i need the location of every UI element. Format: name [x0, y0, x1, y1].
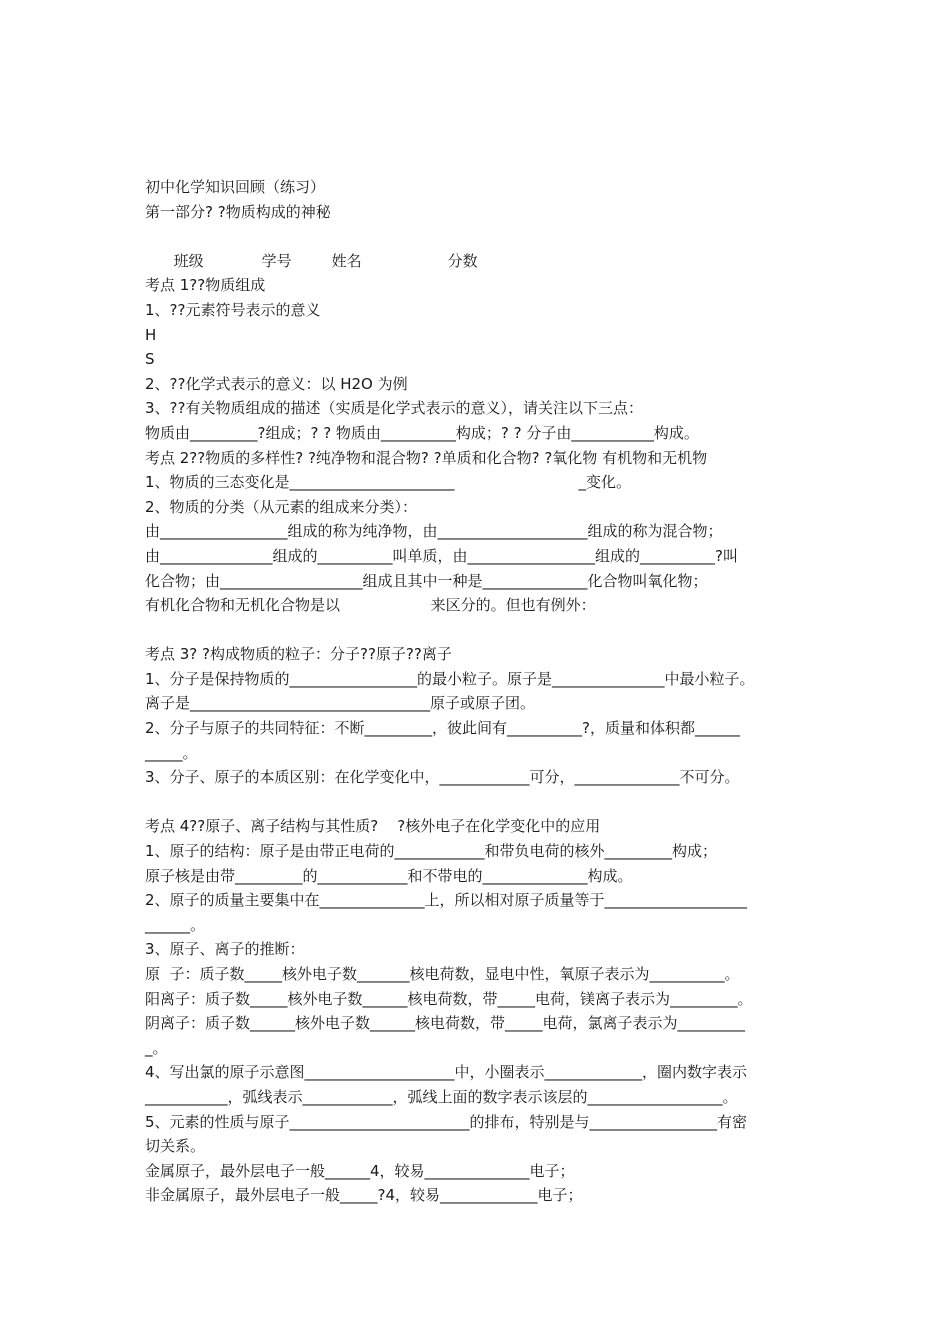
score-label: 分数	[447, 251, 478, 270]
text-line: 化合物；由___________________组成且其中一种是______________化合物叫氧化物；	[145, 571, 708, 590]
text-line: 4、写出氯的原子示意图____________________中，小圈表示_____________，圈内数字表示	[145, 1063, 748, 1082]
text-line: 5、元素的性质与原子________________________的排布，特别是与_________________有密	[145, 1112, 748, 1131]
text-line: 2、原子的质量主要集中在______________上，所以相对原子质量等于___________________	[145, 891, 748, 910]
text-line: 由_______________组成的__________叫单质，由_________________组成的__________?叫	[145, 546, 738, 565]
text-line: 1、??元素符号表示的意义	[145, 300, 321, 319]
text-line: _____。	[145, 743, 198, 762]
text-line: 非金属原子，最外层电子一般_____?4，较易_____________电子；	[145, 1186, 583, 1205]
blank-line	[145, 790, 815, 815]
text-line: 考点 1??物质组成	[145, 276, 266, 295]
class-label: 班级	[173, 251, 204, 270]
student-id-label: 学号	[261, 251, 292, 270]
part-heading: 第一部分? ?物质构成的神秘	[145, 202, 331, 221]
text-line: 阴离子：质子数______核外电子数______核电荷数，带_____电荷，氯离子表示为_________	[145, 1014, 746, 1033]
document-content	[145, 175, 815, 1208]
text-line: 原子核是由带_________的____________和不带电的______________构成。	[145, 866, 633, 885]
text-line: 1、分子是保持物质的_________________的最小粒子。原子是_______________中最小粒子。	[145, 669, 755, 688]
text-line: 阳离子：质子数_____核外电子数______核电荷数，带_____电荷，镁离子表示为_________。	[145, 989, 753, 1008]
blank-line	[145, 618, 815, 643]
text-line: 切关系。	[145, 1137, 206, 1156]
text-line: 考点 4??原子、离子结构与其性质? ?核外电子在化学变化中的应用	[145, 817, 601, 836]
text-line: ___________，弧线表示____________，弧线上面的数字表示该层的__________________。	[145, 1087, 738, 1106]
text-line: 3、分子、原子的本质区别：在化学变化中，____________可分，______________不可分。	[145, 768, 740, 787]
text-line: 有机化合物和无机化合物是以 来区分的。但也有例外：	[145, 596, 596, 615]
text-line: 2、分子与原子的共同特征：不断_________，彼此间有__________?，质量和体积都______	[145, 719, 741, 738]
text-line: 物质由_________?组成；? ? 物质由__________构成；? ? 分子由___________构成。	[145, 423, 699, 442]
text-line: _。	[145, 1038, 168, 1057]
text-line: 1、物质的三态变化是______________________ _变化。	[145, 473, 632, 492]
student-info-row	[145, 224, 815, 270]
text-line: 2、物质的分类（从元素的组成来分类）：	[145, 497, 418, 516]
text-line: 原 子：质子数_____核外电子数_______核电荷数，显电中性，氧原子表示为__________。	[145, 965, 740, 983]
document-title: 初中化学知识回顾（练习）	[145, 178, 326, 196]
text-line: 3、原子、离子的推断：	[145, 940, 305, 959]
text-line: 考点 2??物质的多样性? ?纯净物和混合物? ?单质和化合物? ?氧化物 有机物和无机物	[145, 448, 708, 467]
text-line: 离子是________________________________原子或原子团。	[145, 694, 536, 713]
text-line: S	[145, 350, 155, 369]
text-line: 由_________________组成的称为纯净物，由____________________组成的称为混合物；	[145, 522, 723, 541]
text-line: 金属原子，最外层电子一般______4，较易______________电子；	[145, 1161, 575, 1180]
text-line: 2、??化学式表示的意义：以 H2O 为例	[145, 374, 408, 393]
name-label: 姓名	[331, 251, 362, 270]
text-line: 1、原子的结构：原子是由带正电荷的____________和带负电荷的核外_________构成；	[145, 842, 718, 861]
text-line: ______。	[145, 915, 206, 934]
text-line: 考点 3? ?构成物质的粒子：分子??原子??离子	[145, 645, 452, 664]
text-line: 3、??有关物质组成的描述（实质是化学式表示的意义），请关注以下三点：	[145, 399, 643, 418]
exercise-lines	[145, 249, 815, 1208]
text-line: H	[145, 325, 157, 344]
